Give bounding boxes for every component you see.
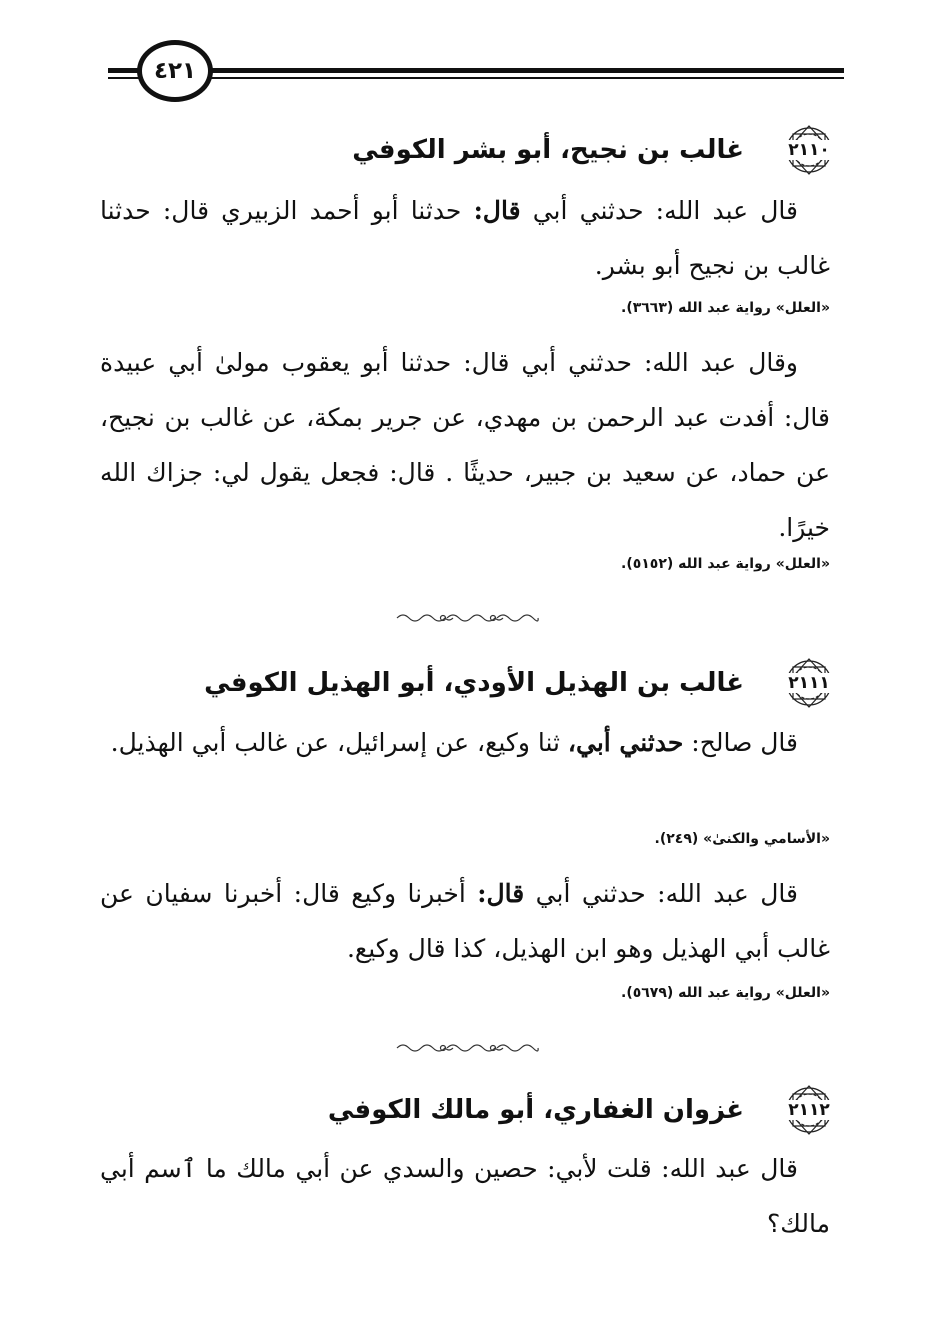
- header-rule: [108, 68, 844, 73]
- entry-title: غزوان الغفاري، أبو مالك الكوفي: [327, 1095, 744, 1125]
- entry-number-badge: [778, 656, 840, 710]
- header-rule-thin: [108, 77, 844, 79]
- narration-bold: قال:: [473, 196, 521, 225]
- narration-lead: قال عبد الله: حدثني أبي: [520, 196, 798, 225]
- entry-title: غالب بن الهذيل الأودي، أبو الهذيل الكوفي: [204, 668, 744, 698]
- entry-title: غالب بن نجيح، أبو بشر الكوفي: [352, 135, 744, 165]
- source-citation: «العلل» رواية عبد الله (٥٦٧٩).: [621, 985, 830, 1001]
- entry-heading: [200, 655, 840, 711]
- page-number-badge: [137, 40, 213, 102]
- narration-bold: حدثني أبي،: [567, 728, 684, 757]
- source-citation: «العلل» رواية عبد الله (٥١٥٢).: [621, 556, 830, 572]
- narration-paragraph: [100, 866, 830, 976]
- source-citation: «الأسامي والكنىٰ» (٢٤٩).: [654, 831, 830, 847]
- narration-paragraph: [100, 183, 830, 293]
- narration-text: وقال عبد الله: حدثني أبي قال: حدثنا أبو يعقوب مولىٰ أبي عبيدة قال: أفدت عبد الرحمن بن مهدي، عن جرير بمكة، عن غالب بن نجيح، عن حماد، عن سعيد بن جبير، حديثًا . قال: فجعل يقول لي: جزاك الله خيرًا.: [100, 348, 830, 542]
- entry-heading: [200, 122, 840, 178]
- entry-number: ٢١١٢: [788, 1100, 830, 1120]
- narration-rest: ثنا وكيع، عن إسرائيل، عن غالب أبي الهذيل.: [110, 728, 568, 757]
- entry-heading: [200, 1082, 840, 1138]
- narration-lead: قال صالح:: [683, 728, 798, 757]
- narration-paragraph: [100, 715, 830, 770]
- narration-paragraph: [100, 335, 830, 555]
- narration-rest: أخبرنا وكيع قال: أخبرنا سفيان عن غالب أبي الهذيل وهو ابن الهذيل، كذا قال وكيع.: [100, 879, 830, 963]
- page-header: [0, 0, 940, 110]
- section-divider-ornament: [395, 1040, 540, 1056]
- entry-number: ٢١١١: [788, 673, 830, 693]
- narration-paragraph: [100, 1141, 830, 1251]
- entry-number-badge: [778, 123, 840, 177]
- narration-text: قال عبد الله: قلت لأبي: حصين والسدي عن أبي مالك ما ٱسم أبي مالك؟: [100, 1154, 830, 1238]
- page-number: ٤٢١: [153, 58, 197, 84]
- narration-rest: حدثنا أبو أحمد الزبيري قال: حدثنا غالب بن نجيح أبو بشر.: [100, 196, 830, 280]
- entry-number: ٢١١٠: [788, 140, 830, 160]
- source-citation: «العلل» رواية عبد الله (٣٦٦٣).: [621, 300, 830, 316]
- narration-lead: قال عبد الله: حدثني أبي: [524, 879, 798, 908]
- narration-bold: قال:: [477, 879, 525, 908]
- section-divider-ornament: [395, 610, 540, 626]
- entry-number-badge: [778, 1083, 840, 1137]
